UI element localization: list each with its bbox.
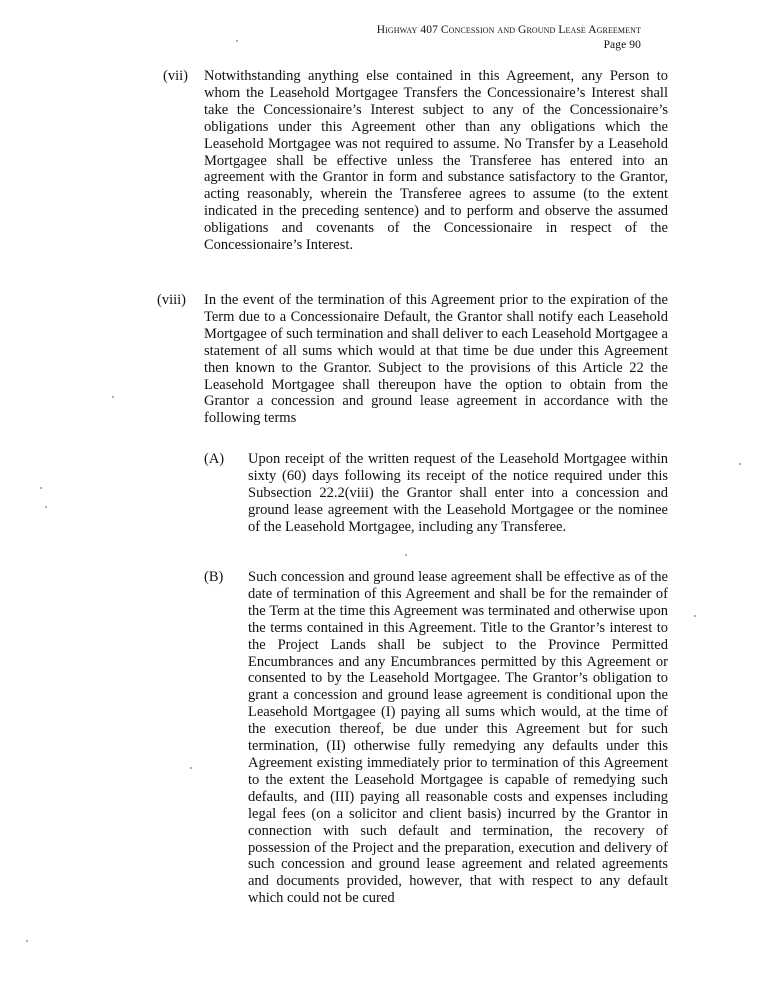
scan-speck: [112, 396, 114, 398]
clause-text: In the event of the termination of this Agreement prior to the expiration of the Term due to a Concessionaire Default, the Grantor shall notify each Leasehold Mortgagee of such termination and shall deliver to each Leasehold Mortgagee a statement of all sums which would at that time be due under this Agreement then known to the Grantor. Subject to the provisions of this Article 22 the Leasehold Mortgagee shall thereupon have the option to obtain from the Grantor a concession and ground lease agreement in accordance with the following terms: [204, 292, 668, 427]
document-title: Highway 407 Concession and Ground Lease Agreement: [376, 24, 641, 36]
page-header: [377, 23, 641, 53]
scan-speck: [40, 487, 42, 489]
scan-speck: [739, 463, 741, 465]
scan-speck: [190, 767, 192, 769]
subclause-number: (A): [204, 451, 225, 467]
subclause-number: (B): [204, 569, 224, 585]
scan-speck: [45, 506, 47, 508]
page-number: Page 90: [603, 39, 641, 51]
clause-text: Notwithstanding anything else contained in this Agreement, any Person to whom the Leasehold Mortgagee Transfers the Concessionaire’s Interest shall take the Concessionaire’s Interest subject to any of the Concessionaire’s obligations under this Agreement other than any obligations which the Leasehold Mortgagee was not required to assume. No Transfer by a Leasehold Mortgagee shall be effective unless the Transferee has entered into an agreement with the Grantor in form and substance satisfactory to the Grantor, acting reasonably, wherein the Transferee agrees to assume (to the extent indicated in the preceding sentence) and to perform and observe the assumed obligations and covenants of the Concessionaire in respect of the Concessionaire’s Interest.: [204, 68, 668, 254]
scan-speck: [236, 40, 238, 42]
scan-speck: [694, 615, 696, 617]
subclause-text: Upon receipt of the written request of the Leasehold Mortgagee within sixty (60) days following its receipt of the notice required under this Subsection 22.2(viii) the Grantor shall enter into a concession and ground lease agreement with the Leasehold Mortgagee or the nominee of the Leasehold Mortgagee, including any Transferee.: [248, 451, 668, 535]
scan-speck: [26, 940, 28, 942]
scan-speck: [405, 554, 407, 556]
clause-number: (vii): [163, 68, 188, 84]
clause-number: (viii): [157, 292, 186, 308]
subclause-text: Such concession and ground lease agreement shall be effective as of the date of termination of this Agreement and shall be for the remainder of the Term at the time this Agreement was terminated and otherwise upon the terms contained in this Agreement. Title to the Grantor’s interest to the Project Lands shall be subject to the Province Permitted Encumbrances and any Encumbrances permitted by this Agreement or consented to by the Leasehold Mortgagee. The Grantor’s obligation to grant a concession and ground lease agreement is conditional upon the Leasehold Mortgagee (I) paying all sums which would, at the time of the execution thereof, be due under this Agreement but for such termination, (II) otherwise fully remedying any defaults under this Agreement existing immediately prior to termination of this Agreement to the extent the Leasehold Mortgagee is capable of remedying such defaults, and (III) paying all reasonable costs and expenses including legal fees (on a solicitor and client basis) incurred by the Grantor in connection with such default and termination, the recovery of possession of the Project and the preparation, execution and delivery of such concession and ground lease agreement and related agreements and documents provided, however, that with respect to any default which could not be cured: [248, 569, 668, 907]
